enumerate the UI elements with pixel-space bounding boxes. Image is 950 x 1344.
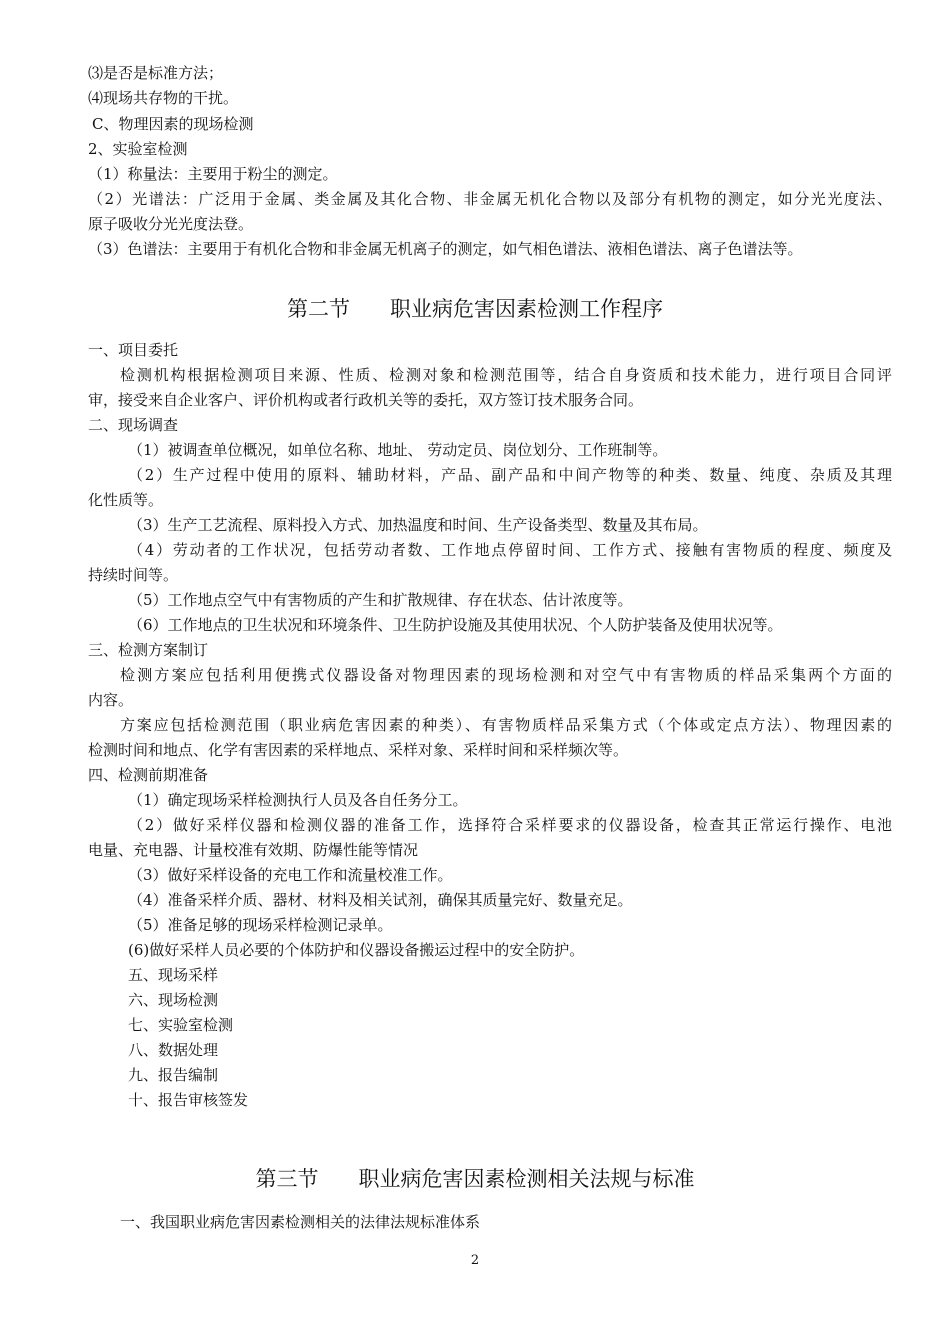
text-line: （5）准备足够的现场采样检测记录单。 bbox=[128, 916, 393, 934]
text-line: 审，接受来自企业客户、评价机构或者行政机关等的委托，双方签订技术服务合同。 bbox=[88, 391, 644, 409]
text-line: （4）劳动者的工作状况，包括劳动者数、工作地点停留时间、工作方式、接触有害物质的程度、频度及 bbox=[128, 541, 892, 559]
text-line: （1）称量法：主要用于粉尘的测定。 bbox=[88, 165, 338, 183]
text-line: 持续时间等。 bbox=[88, 566, 179, 584]
section-heading: 第二节 职业病危害因素检测工作程序 bbox=[286, 297, 664, 321]
text-line: (6)做好采样人员必要的个体防护和仪器设备搬运过程中的安全防护。 bbox=[128, 941, 585, 959]
text-line: 电量、充电器、计量校准有效期、防爆性能等情况 bbox=[88, 841, 419, 859]
text-line: 原子吸收分光光度法登。 bbox=[88, 215, 254, 233]
text-line: 九、报告编制 bbox=[128, 1066, 219, 1084]
text-line: 四、检测前期准备 bbox=[88, 766, 209, 784]
text-line: （1）确定现场采样检测执行人员及各自任务分工。 bbox=[128, 791, 468, 809]
text-line: 2、实验室检测 bbox=[88, 140, 188, 158]
text-line: ⑶是否是标准方法； bbox=[88, 64, 224, 82]
text-line: （4）准备采样介质、器材、材料及相关试剂，确保其质量完好、数量充足。 bbox=[128, 891, 633, 909]
text-line: （3）做好采样设备的充电工作和流量校准工作。 bbox=[128, 866, 453, 884]
text-line: 三、检测方案制订 bbox=[88, 641, 209, 659]
text-line: 八、数据处理 bbox=[128, 1041, 219, 1059]
text-line: （2）做好采样仪器和检测仪器的准备工作，选择符合采样要求的仪器设备，检查其正常运行操作、电池 bbox=[128, 816, 892, 834]
text-line: 检测方案应包括利用便携式仪器设备对物理因素的现场检测和对空气中有害物质的样品采集两个方面的 bbox=[120, 666, 892, 684]
text-line: （1）被调查单位概况，如单位名称、地址、 劳动定员、岗位划分、工作班制等。 bbox=[128, 441, 668, 459]
text-line: 检测机构根据检测项目来源、性质、检测对象和检测范围等，结合自身资质和技术能力，进行项目合同评 bbox=[120, 366, 892, 384]
text-line: C、物理因素的现场检测 bbox=[92, 115, 254, 133]
text-line: 一、项目委托 bbox=[88, 341, 179, 359]
text-line: （2）生产过程中使用的原料、辅助材料，产品、副产品和中间产物等的种类、数量、纯度、杂质及其理 bbox=[128, 466, 892, 484]
text-line: 一、我国职业病危害因素检测相关的法律法规标准体系 bbox=[120, 1213, 481, 1231]
text-line: 化性质等。 bbox=[88, 491, 164, 509]
text-line: 检测时间和地点、化学有害因素的采样地点、采样对象、采样时间和采样频次等。 bbox=[88, 741, 629, 759]
text-line: （6）工作地点的卫生状况和环境条件、卫生防护设施及其使用状况、个人防护装备及使用状况等。 bbox=[128, 616, 783, 634]
text-line: （3）色谱法：主要用于有机化合物和非金属无机离子的测定，如气相色谱法、液相色谱法、离子色谱法等。 bbox=[88, 240, 803, 258]
text-line: （5）工作地点空气中有害物质的产生和扩散规律、存在状态、估计浓度等。 bbox=[128, 591, 633, 609]
text-line: 五、现场采样 bbox=[128, 966, 219, 984]
text-line: 六、现场检测 bbox=[128, 991, 219, 1009]
text-line: 二、现场调查 bbox=[88, 416, 179, 434]
page-number: 2 bbox=[470, 1253, 480, 1268]
text-line: （2）光谱法：广泛用于金属、类金属及其化合物、非金属无机化合物以及部分有机物的测定，如分光光度法、 bbox=[88, 190, 892, 208]
text-line: （3）生产工艺流程、原料投入方式、加热温度和时间、生产设备类型、数量及其布局。 bbox=[128, 516, 708, 534]
text-line: 方案应包括检测范围（职业病危害因素的种类）、有害物质样品采集方式（个体或定点方法）、物理因素的 bbox=[120, 716, 892, 734]
text-line: 七、实验室检测 bbox=[128, 1016, 234, 1034]
text-line: 内容。 bbox=[88, 691, 134, 709]
text-line: ⑷现场共存物的干扰。 bbox=[88, 89, 239, 107]
section-heading: 第三节 职业病危害因素检测相关法规与标准 bbox=[255, 1167, 695, 1191]
text-line: 十、报告审核签发 bbox=[128, 1091, 249, 1109]
